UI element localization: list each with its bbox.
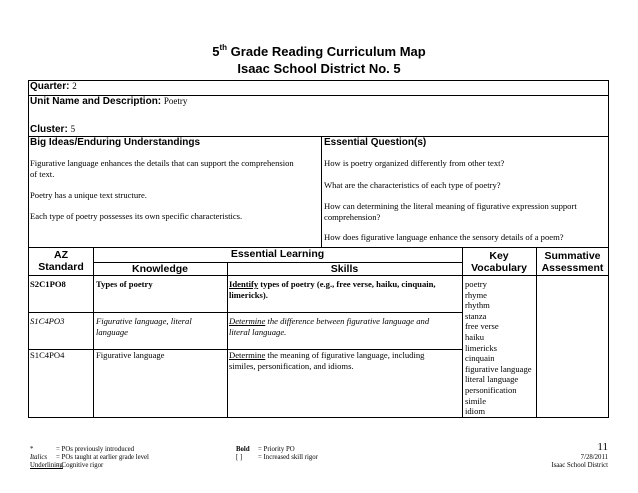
cluster-label: Cluster: xyxy=(30,124,68,135)
summative-assessment-header xyxy=(536,250,609,274)
unit-field xyxy=(30,96,187,108)
skills-cell xyxy=(229,279,436,290)
cluster-field xyxy=(30,124,75,136)
knowledge-cell: Figurative language xyxy=(96,350,165,360)
essential-question-item: What are the characteristics of each type of poetry? xyxy=(324,180,501,190)
vocabulary-list xyxy=(465,279,532,417)
essential-learning-header: Essential Learning xyxy=(230,248,325,260)
essential-question-item: comprehension? xyxy=(324,212,381,222)
legend-middle xyxy=(236,446,318,462)
vocabulary-term: stanza xyxy=(465,310,487,321)
big-idea-item: Each type of poetry possesses its own specific characteristics. xyxy=(30,211,243,221)
knowledge-cell: Figurative language, literal xyxy=(96,316,192,326)
standard-code: S1C4PO4 xyxy=(30,350,65,360)
skills-cell xyxy=(229,316,429,327)
az-header-line2: Standard xyxy=(38,261,84,273)
vocabulary-term: figurative language xyxy=(465,363,532,374)
big-idea-item: of text. xyxy=(30,169,55,179)
big-ideas-heading: Big Ideas/Enduring Understandings xyxy=(30,137,201,148)
vocabulary-term: literal language xyxy=(465,374,519,385)
title-grade-number: 5 xyxy=(212,44,220,59)
title-grade-suffix: th xyxy=(219,43,228,52)
vocabulary-term: cinquain xyxy=(465,353,495,364)
skills-cell-line2: similes, personification, and idioms. xyxy=(229,361,354,371)
legend-left xyxy=(30,446,149,470)
vocabulary-term: rhyme xyxy=(465,289,487,300)
summative-header-line1: Summative xyxy=(544,250,601,262)
vocabulary-term: simile xyxy=(465,395,487,406)
unit-label: Unit Name and Description: xyxy=(30,96,162,107)
legend-key: * xyxy=(30,446,34,453)
key-vocabulary-header xyxy=(462,250,536,274)
az-standard-header xyxy=(29,249,93,273)
quarter-field xyxy=(30,81,77,93)
vocabulary-term: rhythm xyxy=(465,300,490,311)
skill-verb: Determine xyxy=(229,316,266,326)
legend-key: Underlining xyxy=(30,462,63,469)
title-line1: Grade Reading Curriculum Map xyxy=(227,44,426,59)
skill-verb: Identify xyxy=(229,279,259,289)
essential-question-item: How is poetry organized differently from other text? xyxy=(324,158,505,168)
page-subtitle: Isaac School District No. 5 xyxy=(237,61,401,76)
unit-value: Poetry xyxy=(163,96,188,106)
legend-desc: = POs taught at earlier grade level xyxy=(56,454,149,461)
skills-cell-line2: limericks). xyxy=(229,290,268,300)
vocabulary-term: personification xyxy=(465,384,517,395)
skills-header: Skills xyxy=(330,263,359,275)
footer-district: Isaac School District xyxy=(551,462,608,469)
big-idea-item: Poetry has a unique text structure. xyxy=(30,190,147,200)
knowledge-cell: Types of poetry xyxy=(96,279,153,289)
quarter-value: 2 xyxy=(72,81,77,91)
skills-cell xyxy=(229,350,424,361)
page-number: 11 xyxy=(597,441,608,453)
footer-date: 7/28/2011 xyxy=(580,454,608,461)
essential-question-item: How can determining the literal meaning of figurative expression support xyxy=(324,201,577,211)
vocab-header-line1: Key xyxy=(489,250,509,262)
knowledge-header: Knowledge xyxy=(131,263,188,275)
vocabulary-term: poetry xyxy=(465,279,487,289)
legend-key: Bold xyxy=(236,446,250,453)
big-idea-item: Figurative language enhances the details that can support the comprehension xyxy=(30,158,294,168)
skill-text: the difference between figurative language and xyxy=(265,316,430,326)
vocabulary-term: idiom xyxy=(465,406,486,417)
skill-text: types of poetry (e.g., free verse, haiku, cinquain, xyxy=(258,279,436,289)
legend-desc: = Cognitive rigor xyxy=(56,462,104,469)
vocabulary-term: limericks xyxy=(465,342,497,353)
essential-questions-heading: Essential Question(s) xyxy=(324,137,427,148)
legend-desc: = Priority PO xyxy=(258,446,295,453)
divider xyxy=(321,136,322,247)
legend-key: [ ] xyxy=(236,454,243,461)
legend-desc: = POs previously introduced xyxy=(56,446,135,453)
vocab-header-line2: Vocabulary xyxy=(471,262,527,274)
cluster-value: 5 xyxy=(70,124,76,134)
standard-code: S1C4PO3 xyxy=(30,316,65,326)
vocabulary-term: free verse xyxy=(465,321,499,332)
az-header-line1: AZ xyxy=(54,249,68,261)
vocabulary-term: haiku xyxy=(465,331,485,342)
quarter-label: Quarter: xyxy=(30,81,70,92)
page-title xyxy=(0,44,638,59)
divider xyxy=(29,275,608,276)
skill-verb: Determine xyxy=(229,350,266,360)
skill-text: the meaning of figurative language, including xyxy=(265,350,425,360)
legend-desc: = Increased skill rigor xyxy=(258,454,318,461)
legend-key: Italics xyxy=(30,454,47,461)
summative-header-line2: Assessment xyxy=(541,262,604,274)
knowledge-cell-line2: language xyxy=(96,327,128,337)
standard-code: S2C1PO8 xyxy=(30,279,66,289)
essential-question-item: How does figurative language enhance the sensory details of a poem? xyxy=(324,232,564,242)
skills-cell-line2: literal language. xyxy=(229,327,287,337)
divider xyxy=(227,262,228,417)
